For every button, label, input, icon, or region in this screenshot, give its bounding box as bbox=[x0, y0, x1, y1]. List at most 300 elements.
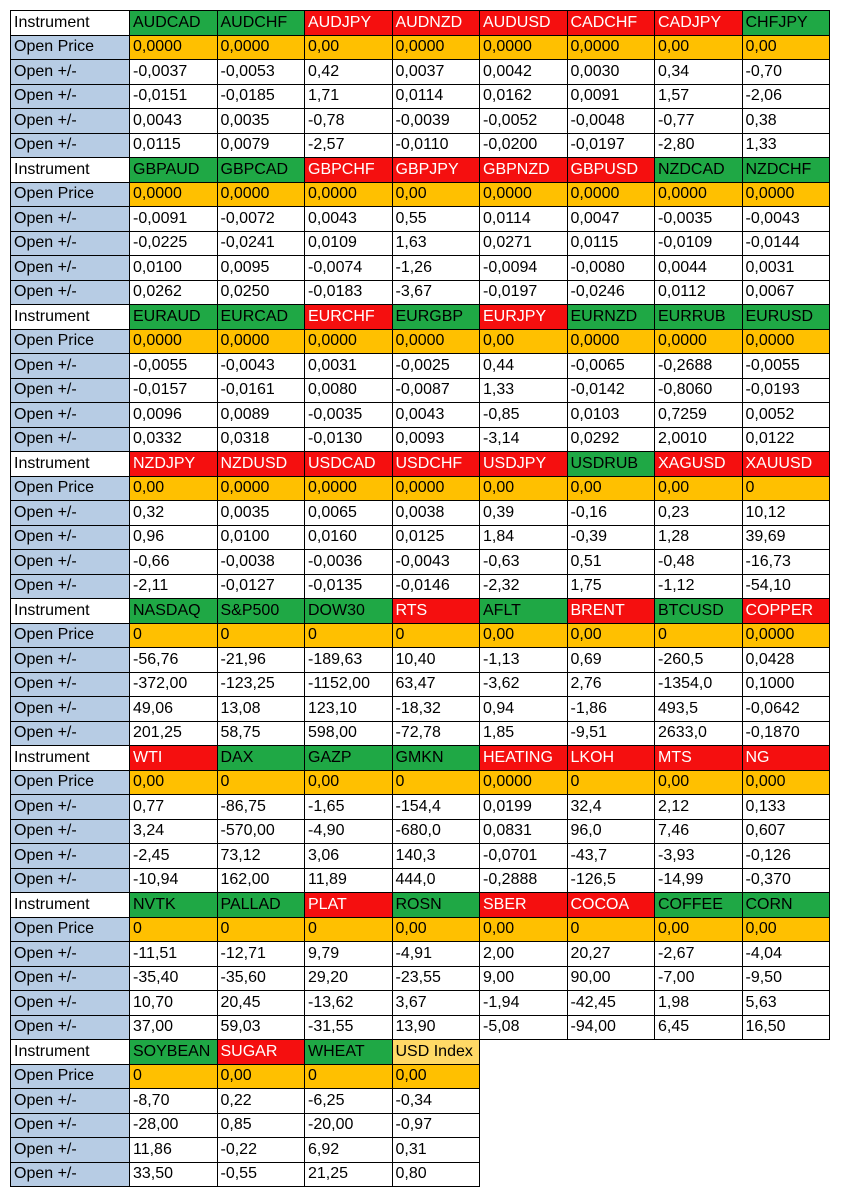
open-change-cell[interactable]: 10,12 bbox=[742, 501, 830, 526]
open-price-cell[interactable]: 0,00 bbox=[305, 35, 393, 60]
open-change-cell[interactable]: -0,0109 bbox=[655, 231, 743, 256]
open-change-cell[interactable]: -0,0035 bbox=[655, 207, 743, 232]
open-price-cell[interactable]: 0,00 bbox=[480, 623, 568, 648]
open-change-cell[interactable]: 63,47 bbox=[392, 672, 480, 697]
open-change-cell[interactable]: 0,0080 bbox=[305, 378, 393, 403]
open-change-cell[interactable]: -1,86 bbox=[567, 697, 655, 722]
instrument-name-cell[interactable]: EURGBP bbox=[392, 305, 480, 330]
open-price-cell[interactable]: 0,0000 bbox=[655, 182, 743, 207]
instrument-name-cell[interactable]: NASDAQ bbox=[130, 599, 218, 624]
instrument-name-cell[interactable]: EURCAD bbox=[217, 305, 305, 330]
instrument-name-cell[interactable]: NZDCAD bbox=[655, 158, 743, 183]
open-change-cell[interactable]: -0,0065 bbox=[567, 354, 655, 379]
open-price-cell[interactable]: 0 bbox=[305, 623, 393, 648]
open-change-cell[interactable]: -1152,00 bbox=[305, 672, 393, 697]
open-change-cell[interactable]: -3,93 bbox=[655, 844, 743, 869]
open-change-cell[interactable]: -0,70 bbox=[742, 60, 830, 85]
open-change-cell[interactable]: -2,57 bbox=[305, 133, 393, 158]
open-price-cell[interactable]: 0,0000 bbox=[217, 329, 305, 354]
open-change-cell[interactable]: 0,0079 bbox=[217, 133, 305, 158]
open-change-cell[interactable]: -23,55 bbox=[392, 966, 480, 991]
open-price-cell[interactable]: 0,00 bbox=[480, 476, 568, 501]
open-price-cell[interactable]: 0,0000 bbox=[130, 35, 218, 60]
open-change-cell[interactable]: -0,0048 bbox=[567, 109, 655, 134]
open-price-cell[interactable]: 0,0000 bbox=[305, 476, 393, 501]
open-change-cell[interactable]: -0,55 bbox=[217, 1162, 305, 1187]
open-change-cell[interactable]: -0,66 bbox=[130, 550, 218, 575]
open-change-cell[interactable]: -3,67 bbox=[392, 280, 480, 305]
open-price-cell[interactable]: 0,0000 bbox=[217, 35, 305, 60]
open-change-cell[interactable]: 598,00 bbox=[305, 721, 393, 746]
open-price-cell[interactable]: 0,0000 bbox=[480, 35, 568, 60]
open-change-cell[interactable]: 0,0052 bbox=[742, 403, 830, 428]
instrument-name-cell[interactable]: ROSN bbox=[392, 893, 480, 918]
open-change-cell[interactable]: 0,0122 bbox=[742, 427, 830, 452]
open-change-cell[interactable]: -9,51 bbox=[567, 721, 655, 746]
open-change-cell[interactable]: 6,45 bbox=[655, 1015, 743, 1040]
open-change-cell[interactable]: 0,31 bbox=[392, 1138, 480, 1163]
open-change-cell[interactable]: -0,0127 bbox=[217, 574, 305, 599]
open-change-cell[interactable]: 9,79 bbox=[305, 942, 393, 967]
open-price-cell[interactable]: 0,00 bbox=[655, 917, 743, 942]
open-change-cell[interactable]: 0,0035 bbox=[217, 501, 305, 526]
open-change-cell[interactable]: 0,0096 bbox=[130, 403, 218, 428]
open-change-cell[interactable]: -1,12 bbox=[655, 574, 743, 599]
open-change-cell[interactable]: -56,76 bbox=[130, 648, 218, 673]
open-change-cell[interactable]: 0,0043 bbox=[305, 207, 393, 232]
instrument-name-cell[interactable]: DOW30 bbox=[305, 599, 393, 624]
instrument-name-cell[interactable]: AUDJPY bbox=[305, 11, 393, 36]
open-change-cell[interactable]: 0,0114 bbox=[392, 84, 480, 109]
open-change-cell[interactable]: 0,0332 bbox=[130, 427, 218, 452]
open-change-cell[interactable]: -0,0197 bbox=[567, 133, 655, 158]
open-change-cell[interactable]: -4,90 bbox=[305, 819, 393, 844]
open-change-cell[interactable]: -372,00 bbox=[130, 672, 218, 697]
open-change-cell[interactable]: 21,25 bbox=[305, 1162, 393, 1187]
open-price-cell[interactable]: 0 bbox=[742, 476, 830, 501]
open-change-cell[interactable]: -0,0039 bbox=[392, 109, 480, 134]
open-change-cell[interactable]: 29,20 bbox=[305, 966, 393, 991]
open-change-cell[interactable]: -0,97 bbox=[392, 1113, 480, 1138]
instrument-name-cell[interactable]: SBER bbox=[480, 893, 568, 918]
instrument-name-cell[interactable]: BRENT bbox=[567, 599, 655, 624]
open-change-cell[interactable]: -1,65 bbox=[305, 795, 393, 820]
open-change-cell[interactable]: 1,33 bbox=[480, 378, 568, 403]
instrument-name-cell[interactable]: WHEAT bbox=[305, 1040, 393, 1065]
open-price-cell[interactable]: 0,00 bbox=[742, 35, 830, 60]
open-change-cell[interactable]: 0,34 bbox=[655, 60, 743, 85]
open-price-cell[interactable]: 0 bbox=[217, 917, 305, 942]
open-change-cell[interactable]: -2,67 bbox=[655, 942, 743, 967]
open-price-cell[interactable]: 0 bbox=[305, 917, 393, 942]
open-change-cell[interactable]: -0,0037 bbox=[130, 60, 218, 85]
open-change-cell[interactable]: -3,14 bbox=[480, 427, 568, 452]
instrument-name-cell[interactable]: AUDCHF bbox=[217, 11, 305, 36]
open-change-cell[interactable]: 0,51 bbox=[567, 550, 655, 575]
open-change-cell[interactable]: 32,4 bbox=[567, 795, 655, 820]
open-change-cell[interactable]: 2633,0 bbox=[655, 721, 743, 746]
open-change-cell[interactable]: 0,133 bbox=[742, 795, 830, 820]
open-change-cell[interactable]: 0,0109 bbox=[305, 231, 393, 256]
open-change-cell[interactable]: -54,10 bbox=[742, 574, 830, 599]
open-price-cell[interactable]: 0,0000 bbox=[567, 329, 655, 354]
open-price-cell[interactable]: 0 bbox=[392, 770, 480, 795]
open-change-cell[interactable]: 0,44 bbox=[480, 354, 568, 379]
open-change-cell[interactable]: 0,0044 bbox=[655, 256, 743, 281]
open-change-cell[interactable]: 16,50 bbox=[742, 1015, 830, 1040]
open-change-cell[interactable]: 9,00 bbox=[480, 966, 568, 991]
open-price-cell[interactable]: 0 bbox=[567, 917, 655, 942]
open-change-cell[interactable]: 0,85 bbox=[217, 1113, 305, 1138]
open-change-cell[interactable]: -0,0200 bbox=[480, 133, 568, 158]
open-change-cell[interactable]: -0,0241 bbox=[217, 231, 305, 256]
open-change-cell[interactable]: -0,34 bbox=[392, 1089, 480, 1114]
open-change-cell[interactable]: -0,0146 bbox=[392, 574, 480, 599]
instrument-name-cell[interactable]: AUDNZD bbox=[392, 11, 480, 36]
open-change-cell[interactable]: 1,75 bbox=[567, 574, 655, 599]
open-change-cell[interactable]: -0,0055 bbox=[130, 354, 218, 379]
open-change-cell[interactable]: -0,0144 bbox=[742, 231, 830, 256]
open-change-cell[interactable]: -0,39 bbox=[567, 525, 655, 550]
open-price-cell[interactable]: 0,00 bbox=[392, 917, 480, 942]
open-change-cell[interactable]: -12,71 bbox=[217, 942, 305, 967]
open-change-cell[interactable]: -0,16 bbox=[567, 501, 655, 526]
open-change-cell[interactable]: 0,80 bbox=[392, 1162, 480, 1187]
open-change-cell[interactable]: 0,0831 bbox=[480, 819, 568, 844]
open-change-cell[interactable]: 0,0043 bbox=[130, 109, 218, 134]
open-change-cell[interactable]: -1354,0 bbox=[655, 672, 743, 697]
open-change-cell[interactable]: -0,126 bbox=[742, 844, 830, 869]
instrument-name-cell[interactable]: XAUUSD bbox=[742, 452, 830, 477]
open-change-cell[interactable]: -0,1870 bbox=[742, 721, 830, 746]
open-change-cell[interactable]: 0,0089 bbox=[217, 403, 305, 428]
open-change-cell[interactable]: 0,0115 bbox=[567, 231, 655, 256]
open-change-cell[interactable]: -0,0038 bbox=[217, 550, 305, 575]
open-change-cell[interactable]: 123,10 bbox=[305, 697, 393, 722]
open-change-cell[interactable]: 444,0 bbox=[392, 868, 480, 893]
open-change-cell[interactable]: -126,5 bbox=[567, 868, 655, 893]
open-change-cell[interactable]: -680,0 bbox=[392, 819, 480, 844]
open-change-cell[interactable]: -1,13 bbox=[480, 648, 568, 673]
open-change-cell[interactable]: -5,08 bbox=[480, 1015, 568, 1040]
open-change-cell[interactable]: -0,2688 bbox=[655, 354, 743, 379]
open-change-cell[interactable]: -0,78 bbox=[305, 109, 393, 134]
open-change-cell[interactable]: -0,0110 bbox=[392, 133, 480, 158]
open-change-cell[interactable]: 5,63 bbox=[742, 991, 830, 1016]
open-change-cell[interactable]: -9,50 bbox=[742, 966, 830, 991]
open-change-cell[interactable]: 11,89 bbox=[305, 868, 393, 893]
open-change-cell[interactable]: -123,25 bbox=[217, 672, 305, 697]
open-change-cell[interactable]: -0,0091 bbox=[130, 207, 218, 232]
instrument-name-cell[interactable]: USDRUB bbox=[567, 452, 655, 477]
open-price-cell[interactable]: 0,0000 bbox=[305, 329, 393, 354]
open-change-cell[interactable]: -0,0055 bbox=[742, 354, 830, 379]
open-price-cell[interactable]: 0,00 bbox=[480, 329, 568, 354]
open-change-cell[interactable]: -0,77 bbox=[655, 109, 743, 134]
instrument-name-cell[interactable]: GBPAUD bbox=[130, 158, 218, 183]
open-change-cell[interactable]: -0,0130 bbox=[305, 427, 393, 452]
open-change-cell[interactable]: -8,70 bbox=[130, 1089, 218, 1114]
open-change-cell[interactable]: 0,55 bbox=[392, 207, 480, 232]
open-change-cell[interactable]: 0,96 bbox=[130, 525, 218, 550]
instrument-name-cell[interactable]: USDCAD bbox=[305, 452, 393, 477]
open-change-cell[interactable]: -21,96 bbox=[217, 648, 305, 673]
open-price-cell[interactable]: 0,00 bbox=[567, 476, 655, 501]
instrument-name-cell[interactable]: COFFEE bbox=[655, 893, 743, 918]
open-change-cell[interactable]: -31,55 bbox=[305, 1015, 393, 1040]
open-change-cell[interactable]: -0,0025 bbox=[392, 354, 480, 379]
open-change-cell[interactable]: -0,0035 bbox=[305, 403, 393, 428]
open-price-cell[interactable]: 0,00 bbox=[305, 770, 393, 795]
instrument-name-cell[interactable]: GBPJPY bbox=[392, 158, 480, 183]
instrument-name-cell[interactable]: S&P500 bbox=[217, 599, 305, 624]
open-change-cell[interactable]: -0,0197 bbox=[480, 280, 568, 305]
open-price-cell[interactable]: 0 bbox=[392, 623, 480, 648]
open-change-cell[interactable]: 0,22 bbox=[217, 1089, 305, 1114]
open-change-cell[interactable]: 1,71 bbox=[305, 84, 393, 109]
open-change-cell[interactable]: 3,67 bbox=[392, 991, 480, 1016]
open-change-cell[interactable]: 58,75 bbox=[217, 721, 305, 746]
open-price-cell[interactable]: 0,0000 bbox=[480, 182, 568, 207]
open-change-cell[interactable]: 33,50 bbox=[130, 1162, 218, 1187]
open-change-cell[interactable]: -4,04 bbox=[742, 942, 830, 967]
instrument-name-cell[interactable]: GBPCAD bbox=[217, 158, 305, 183]
instrument-name-cell[interactable]: USDJPY bbox=[480, 452, 568, 477]
open-change-cell[interactable]: 0,39 bbox=[480, 501, 568, 526]
open-change-cell[interactable]: -42,45 bbox=[567, 991, 655, 1016]
instrument-name-cell[interactable]: NZDJPY bbox=[130, 452, 218, 477]
open-change-cell[interactable]: -2,80 bbox=[655, 133, 743, 158]
open-price-cell[interactable]: 0 bbox=[305, 1064, 393, 1089]
open-change-cell[interactable]: -570,00 bbox=[217, 819, 305, 844]
open-price-cell[interactable]: 0,0000 bbox=[480, 770, 568, 795]
open-change-cell[interactable]: 0,0428 bbox=[742, 648, 830, 673]
open-change-cell[interactable]: -0,8060 bbox=[655, 378, 743, 403]
open-change-cell[interactable]: 0,0038 bbox=[392, 501, 480, 526]
open-change-cell[interactable]: 90,00 bbox=[567, 966, 655, 991]
open-change-cell[interactable]: 20,27 bbox=[567, 942, 655, 967]
open-change-cell[interactable]: -0,0151 bbox=[130, 84, 218, 109]
open-change-cell[interactable]: 0,0091 bbox=[567, 84, 655, 109]
open-change-cell[interactable]: 0,0199 bbox=[480, 795, 568, 820]
open-change-cell[interactable]: 0,32 bbox=[130, 501, 218, 526]
open-change-cell[interactable]: -1,26 bbox=[392, 256, 480, 281]
open-price-cell[interactable]: 0,00 bbox=[217, 1064, 305, 1089]
instrument-name-cell[interactable]: CADJPY bbox=[655, 11, 743, 36]
open-change-cell[interactable]: -0,0072 bbox=[217, 207, 305, 232]
open-price-cell[interactable]: 0,0000 bbox=[567, 182, 655, 207]
open-change-cell[interactable]: -2,11 bbox=[130, 574, 218, 599]
open-change-cell[interactable]: 0,0162 bbox=[480, 84, 568, 109]
open-change-cell[interactable]: -72,78 bbox=[392, 721, 480, 746]
open-change-cell[interactable]: 1,85 bbox=[480, 721, 568, 746]
open-price-cell[interactable]: 0 bbox=[567, 770, 655, 795]
instrument-name-cell[interactable]: NVTK bbox=[130, 893, 218, 918]
open-price-cell[interactable]: 0 bbox=[217, 623, 305, 648]
open-change-cell[interactable]: 0,0095 bbox=[217, 256, 305, 281]
open-change-cell[interactable]: -0,0161 bbox=[217, 378, 305, 403]
instrument-name-cell[interactable]: AFLT bbox=[480, 599, 568, 624]
open-change-cell[interactable]: -260,5 bbox=[655, 648, 743, 673]
open-change-cell[interactable]: 0,0115 bbox=[130, 133, 218, 158]
open-price-cell[interactable]: 0,0000 bbox=[130, 182, 218, 207]
open-change-cell[interactable]: 10,40 bbox=[392, 648, 480, 673]
instrument-name-cell[interactable]: EURUSD bbox=[742, 305, 830, 330]
open-change-cell[interactable]: 0,0047 bbox=[567, 207, 655, 232]
instrument-name-cell[interactable]: HEATING bbox=[480, 746, 568, 771]
instrument-name-cell[interactable]: LKOH bbox=[567, 746, 655, 771]
open-change-cell[interactable]: 13,90 bbox=[392, 1015, 480, 1040]
open-change-cell[interactable]: 0,0067 bbox=[742, 280, 830, 305]
open-change-cell[interactable]: -16,73 bbox=[742, 550, 830, 575]
open-price-cell[interactable]: 0,00 bbox=[392, 1064, 480, 1089]
open-change-cell[interactable]: 0,69 bbox=[567, 648, 655, 673]
open-change-cell[interactable]: 0,0250 bbox=[217, 280, 305, 305]
open-change-cell[interactable]: 0,0030 bbox=[567, 60, 655, 85]
open-change-cell[interactable]: 0,0093 bbox=[392, 427, 480, 452]
open-change-cell[interactable]: -0,0080 bbox=[567, 256, 655, 281]
open-price-cell[interactable]: 0,00 bbox=[130, 476, 218, 501]
open-price-cell[interactable]: 0,0000 bbox=[392, 35, 480, 60]
open-change-cell[interactable]: 1,98 bbox=[655, 991, 743, 1016]
open-change-cell[interactable]: 0,7259 bbox=[655, 403, 743, 428]
open-change-cell[interactable]: -13,62 bbox=[305, 991, 393, 1016]
open-change-cell[interactable]: -1,94 bbox=[480, 991, 568, 1016]
open-change-cell[interactable]: -0,0087 bbox=[392, 378, 480, 403]
instrument-name-cell[interactable]: PALLAD bbox=[217, 893, 305, 918]
instrument-name-cell[interactable]: COPPER bbox=[742, 599, 830, 624]
instrument-name-cell[interactable]: MTS bbox=[655, 746, 743, 771]
open-price-cell[interactable]: 0,0000 bbox=[392, 329, 480, 354]
open-change-cell[interactable]: 0,0318 bbox=[217, 427, 305, 452]
open-price-cell[interactable]: 0,0000 bbox=[742, 329, 830, 354]
open-change-cell[interactable]: 3,06 bbox=[305, 844, 393, 869]
open-change-cell[interactable]: 7,46 bbox=[655, 819, 743, 844]
open-change-cell[interactable]: 0,0031 bbox=[305, 354, 393, 379]
open-change-cell[interactable]: 1,57 bbox=[655, 84, 743, 109]
instrument-name-cell[interactable]: PLAT bbox=[305, 893, 393, 918]
instrument-name-cell[interactable]: GMKN bbox=[392, 746, 480, 771]
instrument-name-cell[interactable]: AUDUSD bbox=[480, 11, 568, 36]
open-change-cell[interactable]: 201,25 bbox=[130, 721, 218, 746]
instrument-name-cell[interactable]: GBPCHF bbox=[305, 158, 393, 183]
instrument-name-cell[interactable]: CADCHF bbox=[567, 11, 655, 36]
open-change-cell[interactable]: 96,0 bbox=[567, 819, 655, 844]
open-change-cell[interactable]: 49,06 bbox=[130, 697, 218, 722]
open-change-cell[interactable]: 0,1000 bbox=[742, 672, 830, 697]
open-price-cell[interactable]: 0,0000 bbox=[655, 329, 743, 354]
open-change-cell[interactable]: 6,92 bbox=[305, 1138, 393, 1163]
open-price-cell[interactable]: 0,0000 bbox=[217, 182, 305, 207]
open-change-cell[interactable]: 2,0010 bbox=[655, 427, 743, 452]
open-change-cell[interactable]: -11,51 bbox=[130, 942, 218, 967]
open-change-cell[interactable]: 11,86 bbox=[130, 1138, 218, 1163]
open-change-cell[interactable]: -0,0043 bbox=[217, 354, 305, 379]
open-change-cell[interactable]: -0,0053 bbox=[217, 60, 305, 85]
open-change-cell[interactable]: 2,76 bbox=[567, 672, 655, 697]
open-change-cell[interactable]: -0,85 bbox=[480, 403, 568, 428]
open-price-cell[interactable]: 0,00 bbox=[655, 35, 743, 60]
open-change-cell[interactable]: 13,08 bbox=[217, 697, 305, 722]
open-price-cell[interactable]: 0,00 bbox=[742, 917, 830, 942]
open-price-cell[interactable]: 0,0000 bbox=[742, 623, 830, 648]
open-change-cell[interactable]: 0,0100 bbox=[130, 256, 218, 281]
open-price-cell[interactable]: 0 bbox=[217, 770, 305, 795]
open-price-cell[interactable]: 0 bbox=[130, 917, 218, 942]
open-price-cell[interactable]: 0,0000 bbox=[217, 476, 305, 501]
open-price-cell[interactable]: 0,000 bbox=[742, 770, 830, 795]
instrument-name-cell[interactable]: AUDCAD bbox=[130, 11, 218, 36]
open-change-cell[interactable]: 0,0160 bbox=[305, 525, 393, 550]
open-change-cell[interactable]: -0,0701 bbox=[480, 844, 568, 869]
instrument-name-cell[interactable]: NZDCHF bbox=[742, 158, 830, 183]
open-change-cell[interactable]: -86,75 bbox=[217, 795, 305, 820]
instrument-name-cell[interactable]: SUGAR bbox=[217, 1040, 305, 1065]
instrument-name-cell[interactable]: RTS bbox=[392, 599, 480, 624]
open-change-cell[interactable]: 0,42 bbox=[305, 60, 393, 85]
instrument-name-cell[interactable]: GAZP bbox=[305, 746, 393, 771]
open-change-cell[interactable]: 0,0035 bbox=[217, 109, 305, 134]
open-price-cell[interactable]: 0,0000 bbox=[305, 182, 393, 207]
open-change-cell[interactable]: 73,12 bbox=[217, 844, 305, 869]
open-change-cell[interactable]: -0,0074 bbox=[305, 256, 393, 281]
open-change-cell[interactable]: 0,77 bbox=[130, 795, 218, 820]
open-change-cell[interactable]: -0,0193 bbox=[742, 378, 830, 403]
open-price-cell[interactable]: 0,0000 bbox=[130, 329, 218, 354]
instrument-name-cell[interactable]: EURAUD bbox=[130, 305, 218, 330]
open-price-cell[interactable]: 0 bbox=[130, 1064, 218, 1089]
open-change-cell[interactable]: 0,0112 bbox=[655, 280, 743, 305]
open-change-cell[interactable]: -3,62 bbox=[480, 672, 568, 697]
open-change-cell[interactable]: -6,25 bbox=[305, 1089, 393, 1114]
open-change-cell[interactable]: 1,84 bbox=[480, 525, 568, 550]
open-change-cell[interactable]: -0,0036 bbox=[305, 550, 393, 575]
open-change-cell[interactable]: -4,91 bbox=[392, 942, 480, 967]
open-price-cell[interactable]: 0,00 bbox=[655, 770, 743, 795]
open-change-cell[interactable]: -0,0094 bbox=[480, 256, 568, 281]
open-change-cell[interactable]: -0,0225 bbox=[130, 231, 218, 256]
open-price-cell[interactable]: 0,0000 bbox=[567, 35, 655, 60]
instrument-name-cell[interactable]: WTI bbox=[130, 746, 218, 771]
open-change-cell[interactable]: 0,0043 bbox=[392, 403, 480, 428]
open-change-cell[interactable]: -0,0246 bbox=[567, 280, 655, 305]
open-change-cell[interactable]: -0,0052 bbox=[480, 109, 568, 134]
open-change-cell[interactable]: -0,22 bbox=[217, 1138, 305, 1163]
instrument-name-cell[interactable]: EURCHF bbox=[305, 305, 393, 330]
open-price-cell[interactable]: 0,00 bbox=[567, 623, 655, 648]
open-change-cell[interactable]: 0,0262 bbox=[130, 280, 218, 305]
instrument-name-cell[interactable]: EURJPY bbox=[480, 305, 568, 330]
open-change-cell[interactable]: -0,0183 bbox=[305, 280, 393, 305]
open-change-cell[interactable]: 493,5 bbox=[655, 697, 743, 722]
instrument-name-cell[interactable]: GBPNZD bbox=[480, 158, 568, 183]
open-change-cell[interactable]: -154,4 bbox=[392, 795, 480, 820]
open-change-cell[interactable]: -0,0142 bbox=[567, 378, 655, 403]
open-change-cell[interactable]: -0,48 bbox=[655, 550, 743, 575]
open-change-cell[interactable]: 0,38 bbox=[742, 109, 830, 134]
instrument-name-cell[interactable]: SOYBEAN bbox=[130, 1040, 218, 1065]
open-change-cell[interactable]: 3,24 bbox=[130, 819, 218, 844]
open-change-cell[interactable]: 1,33 bbox=[742, 133, 830, 158]
instrument-name-cell[interactable]: XAGUSD bbox=[655, 452, 743, 477]
open-change-cell[interactable]: -0,2888 bbox=[480, 868, 568, 893]
open-change-cell[interactable]: 0,0031 bbox=[742, 256, 830, 281]
open-change-cell[interactable]: -2,32 bbox=[480, 574, 568, 599]
open-change-cell[interactable]: 0,0114 bbox=[480, 207, 568, 232]
open-change-cell[interactable]: -0,0185 bbox=[217, 84, 305, 109]
instrument-name-cell[interactable]: CORN bbox=[742, 893, 830, 918]
open-change-cell[interactable]: -28,00 bbox=[130, 1113, 218, 1138]
